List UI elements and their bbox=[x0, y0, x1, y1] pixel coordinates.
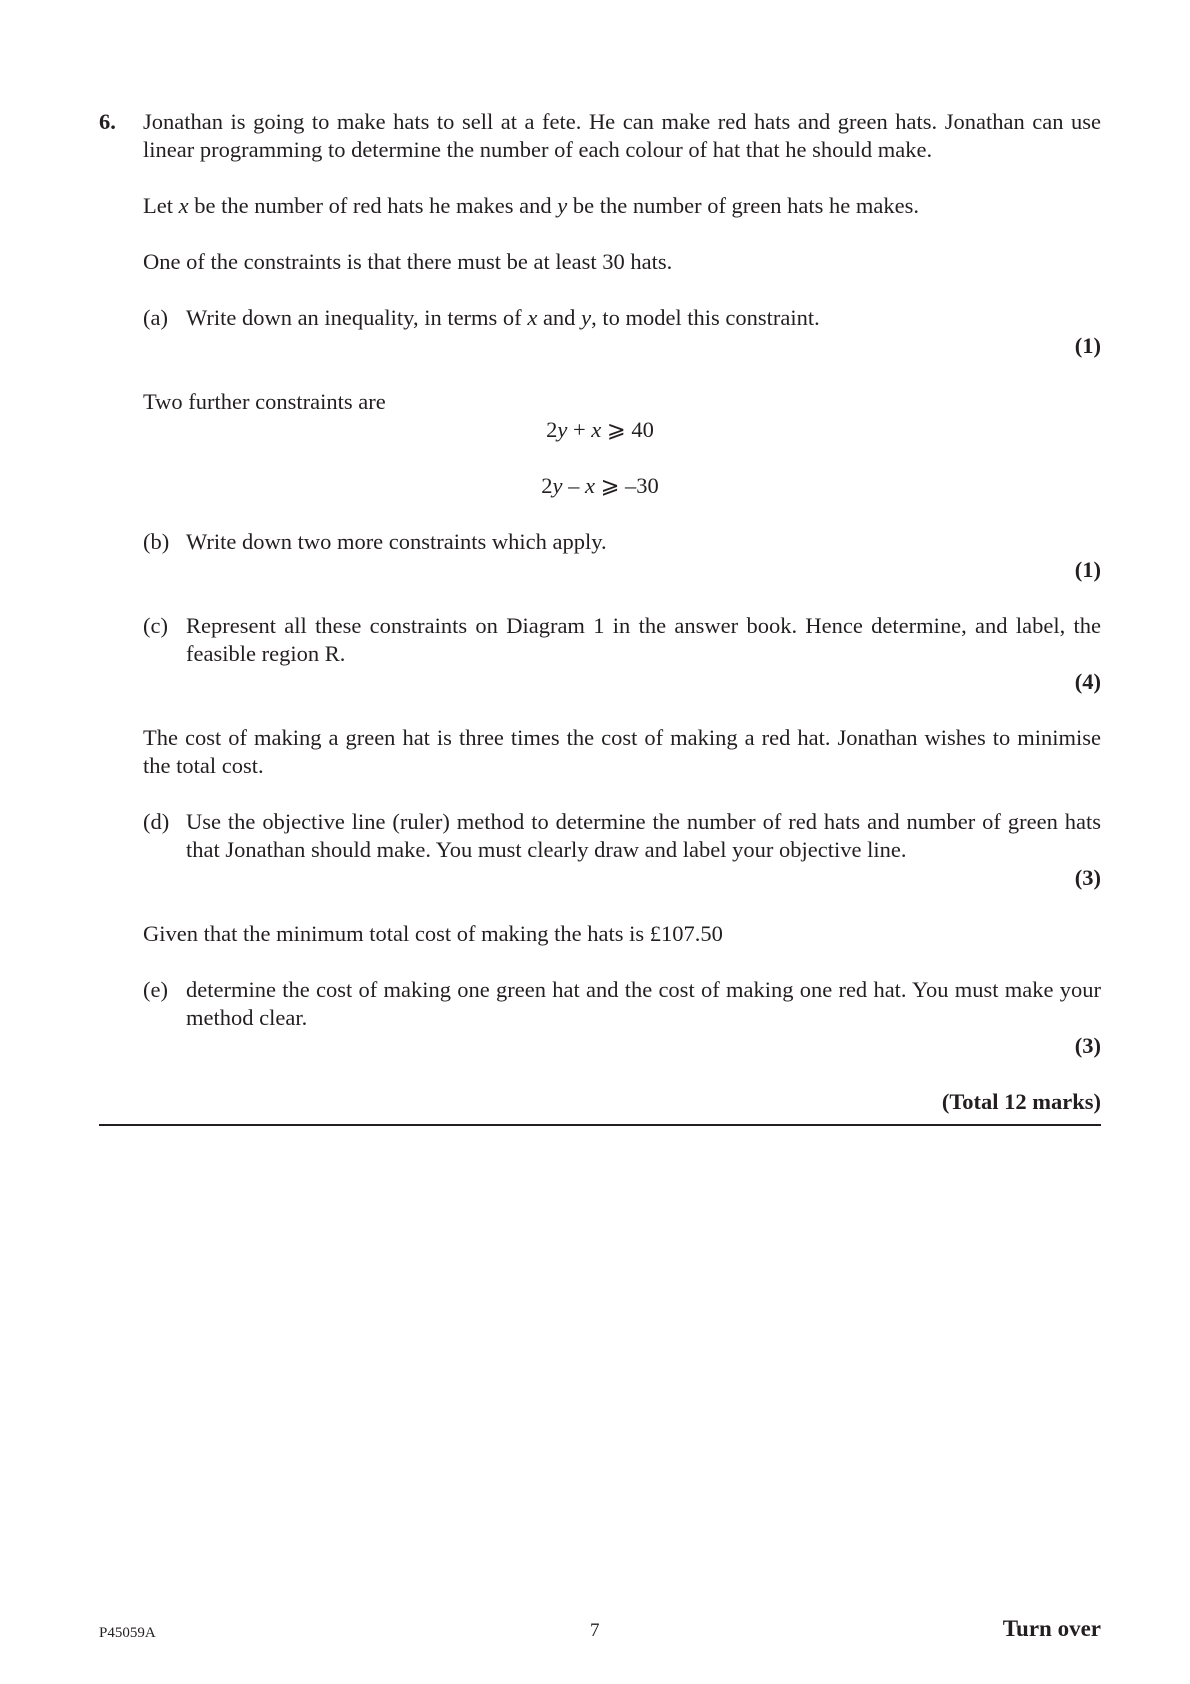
variable-definition bbox=[143, 192, 1101, 220]
part-e bbox=[143, 976, 1101, 1032]
part-c-mark: (4) bbox=[1074, 669, 1101, 694]
eq2-rel: ⩾ –30 bbox=[594, 473, 659, 498]
constraint-intro: One of the constraints is that there must be at least 30 hats. bbox=[143, 249, 673, 274]
part-d-mark: (3) bbox=[1074, 865, 1101, 890]
eq1-coef: 2 bbox=[546, 417, 558, 442]
part-c-label: (c) bbox=[143, 613, 168, 638]
part-a-text-3: , to model this constraint. bbox=[591, 305, 820, 330]
question-end-rule bbox=[99, 1124, 1101, 1126]
paper-code: P45059A bbox=[99, 1625, 156, 1641]
eq1-var-x: x bbox=[591, 417, 602, 442]
eq2-var-x: x bbox=[584, 473, 595, 498]
eq2-op: – bbox=[562, 473, 585, 498]
part-a-var-y: y bbox=[581, 305, 592, 330]
part-b-label: (b) bbox=[143, 529, 170, 554]
let-text-1: Let bbox=[143, 193, 179, 218]
part-a-mark: (1) bbox=[1074, 333, 1101, 358]
part-c-text: Represent all these constraints on Diagram 1 in the answer book. Hence determine, and label, the feasible region R. bbox=[186, 613, 1101, 666]
let-text-2: be the number of red hats he makes and bbox=[188, 193, 558, 218]
eq2-var-y: y bbox=[552, 473, 563, 498]
eq2-coef: 2 bbox=[541, 473, 553, 498]
page-number: 7 bbox=[590, 1620, 600, 1641]
part-a-text-1: Write down an inequality, in terms of bbox=[186, 305, 528, 330]
part-c bbox=[143, 612, 1101, 668]
further-constraints-text: Two further constraints are bbox=[143, 389, 386, 414]
part-a-text-2: and bbox=[537, 305, 582, 330]
part-e-label: (e) bbox=[143, 977, 168, 1002]
let-text-3: be the number of green hats he makes. bbox=[567, 193, 919, 218]
eq1-var-y: y bbox=[557, 417, 568, 442]
part-d-label: (d) bbox=[143, 809, 170, 834]
total-marks: (Total 12 marks) bbox=[941, 1089, 1101, 1114]
turn-over-label: Turn over bbox=[1002, 1616, 1101, 1641]
part-e-mark: (3) bbox=[1074, 1033, 1101, 1058]
eq1-op: + bbox=[567, 417, 592, 442]
question-number: 6. bbox=[99, 109, 116, 134]
question-intro: Jonathan is going to make hats to sell at a fete. He can make red hats and green hats. Jonathan can use linear programming to determine the number of each colour of hat that he should make. bbox=[143, 109, 1101, 162]
eq1-rel: ⩾ 40 bbox=[601, 417, 654, 442]
part-a-var-x: x bbox=[527, 305, 538, 330]
given-text: Given that the minimum total cost of making the hats is £107.50 bbox=[143, 921, 723, 946]
var-x: x bbox=[178, 193, 189, 218]
cost-text: The cost of making a green hat is three times the cost of making a red hat. Jonathan wishes to minimise the total cost. bbox=[143, 725, 1101, 778]
part-b-mark: (1) bbox=[1074, 557, 1101, 582]
part-b bbox=[143, 528, 1101, 556]
part-a-text bbox=[186, 304, 1101, 332]
equation-1 bbox=[480, 416, 720, 444]
part-b-text: Write down two more constraints which apply. bbox=[186, 529, 607, 554]
part-d-text: Use the objective line (ruler) method to determine the number of red hats and number of green hats that Jonathan should make. You must clearly draw and label your objective line. bbox=[186, 809, 1101, 862]
var-y: y bbox=[557, 193, 568, 218]
part-a-label: (a) bbox=[143, 305, 168, 330]
part-a bbox=[143, 304, 1101, 332]
equation-2 bbox=[480, 472, 720, 500]
part-e-text: determine the cost of making one green hat and the cost of making one red hat. You must make your method clear. bbox=[186, 977, 1101, 1030]
part-d bbox=[143, 808, 1101, 864]
